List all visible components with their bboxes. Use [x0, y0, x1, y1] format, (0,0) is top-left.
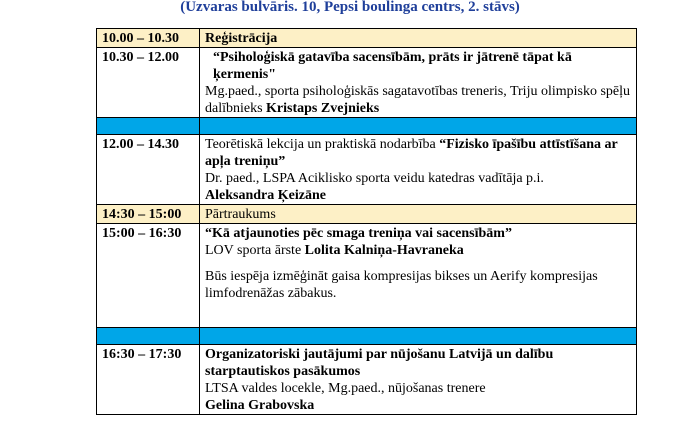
speaker-description: Mg.paed., sporta psiholoģiskās sagatavotības treneris, Triju olimpisko spēļu dalībnieks [205, 84, 631, 116]
session-cell [200, 224, 637, 328]
session-title: “Fizisko īpašību attīstīšana ar apļa treniņu” [205, 137, 618, 169]
table-row [97, 205, 637, 224]
table-row [97, 345, 637, 415]
table-row [97, 135, 637, 205]
speaker-name: Gelina Grabovska [205, 398, 315, 413]
session-title: “Kā atjaunoties pēc smaga treniņa vai sacensībām” [205, 226, 512, 241]
speaker-info [205, 83, 631, 117]
session-note: Būs iespēja izmēģināt gaisa kompresijas bikses un Aerify kompresijas limfodrenāžas zābakus. [205, 269, 598, 301]
session-title: “Psiholoģiskā gatavība sacensībām, prāts ir jātrenē tāpat kā ķermenis" [213, 50, 572, 82]
speaker-info [205, 242, 631, 259]
spacer-row [97, 118, 637, 135]
speaker-name: Kristaps Zvejnieks [266, 101, 380, 116]
venue-subtitle: (Uzvaras bulvāris. 10, Pepsi boulinga centrs, 2. stāvs) [180, 0, 520, 15]
registration-cell: Reģistrācija [200, 29, 637, 48]
speaker-description: Dr. paed., LSPA Aciklisko sporta veidu katedras vadītāja p.i. [205, 171, 544, 186]
table-row [97, 29, 637, 48]
time-cell: 15:00 – 16:30 [97, 224, 200, 328]
spacer-row [97, 328, 637, 345]
table-row [97, 48, 637, 118]
schedule-table [96, 28, 637, 415]
session-cell [200, 345, 637, 415]
table-row [97, 224, 637, 328]
time-cell: 14:30 – 15:00 [97, 205, 200, 224]
break-cell: Pārtraukums [200, 205, 637, 224]
session-intro: Teorētiskā lekcija un praktiskā nodarbība [205, 137, 440, 152]
speaker-name: Aleksandra Ķeizāne [205, 188, 326, 203]
time-cell: 16:30 – 17:30 [97, 345, 200, 415]
session-cell [200, 48, 637, 118]
speaker-name: Lolita Kalniņa-Havraneka [304, 243, 464, 258]
time-cell: 10.00 – 10.30 [97, 29, 200, 48]
time-cell: 12.00 – 14.30 [97, 135, 200, 205]
speaker-description: LTSA valdes locekle, Mg.paed., nūjošanas trenere [205, 381, 486, 396]
session-title: Organizatoriski jautājumi par nūjošanu Latvijā un dalību starptautiskos pasākumos [205, 347, 554, 379]
speaker-description: LOV sporta ārste [205, 243, 305, 258]
time-cell: 10.30 – 12.00 [97, 48, 200, 118]
session-cell [200, 135, 637, 205]
session-heading [205, 136, 631, 170]
